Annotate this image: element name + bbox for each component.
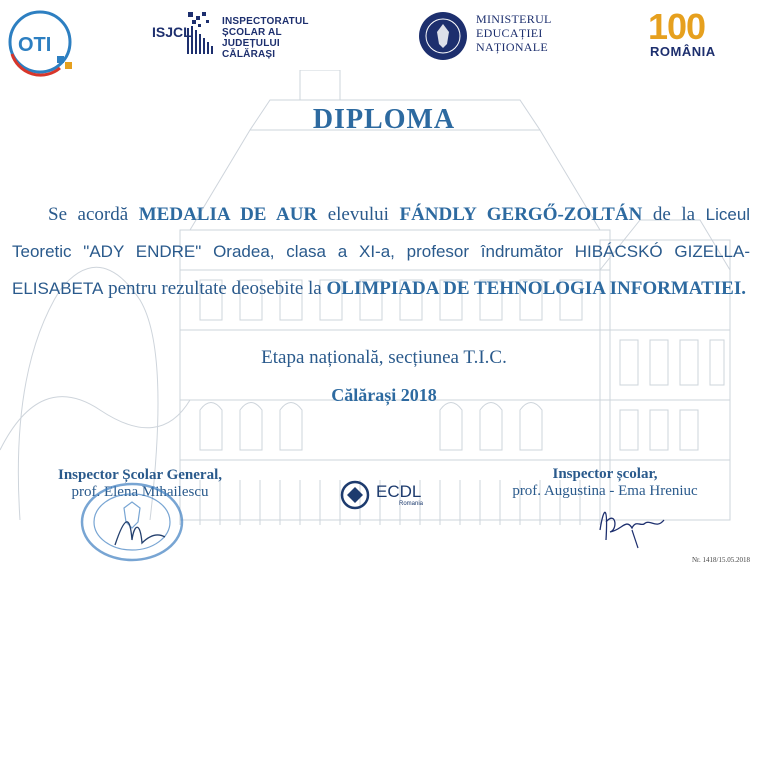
diploma-body	[12, 196, 750, 307]
school-and-teacher: Liceul Teoretic "ADY ENDRE" Oradea, clasa a XI-a, profesor îndrumător HIBÁCSKÓ GIZELLA-ELISABETA	[12, 205, 751, 298]
isjcl-line: JUDEȚULUI	[222, 38, 280, 49]
romania-100-name: ROMÂNIA	[650, 44, 716, 59]
signatory-role: Inspector Școlar General,	[57, 467, 222, 483]
signatory-name: prof. Elena Mihailescu	[71, 484, 209, 500]
registration-number: Nr. 1418/15.05.2018	[692, 556, 750, 564]
body-text-segment: pentru rezultate deosebite la	[108, 278, 322, 299]
student-name: FÁNDLY GERGŐ-ZOLTÁN	[399, 204, 643, 225]
ministry-name	[476, 12, 596, 54]
body-text-segment: elevului	[327, 204, 389, 225]
olympiad-name: OLIMPIADA DE TEHNOLOGIA INFORMATIEI.	[326, 278, 746, 299]
ministry-line: MINISTERUL	[476, 12, 552, 26]
city-year: Călărași 2018	[331, 385, 437, 405]
romania-100-number: 100	[648, 6, 706, 47]
signatory-name: prof. Augustina - Ema Hreniuc	[512, 483, 698, 499]
oti-logo	[2, 8, 82, 78]
signatory-role: Inspector școlar,	[552, 466, 658, 482]
competition-stage: Etapa națională, secțiunea T.I.C.	[261, 347, 507, 368]
diploma-title: DIPLOMA	[312, 104, 456, 135]
body-text-segment: de la	[652, 204, 696, 225]
isjcl-line: CĂLĂRAȘI	[222, 49, 276, 60]
signature-right	[500, 466, 710, 500]
ecdl-country: Romania	[399, 501, 424, 507]
handwritten-signature-left	[110, 505, 170, 555]
ministry-line: NAȚIONALE	[476, 40, 549, 54]
isjcl-line: ȘCOLAR AL	[222, 27, 282, 38]
isjcl-name	[222, 16, 342, 60]
medal-name: MEDALIA DE AUR	[138, 204, 318, 225]
ministry-line: EDUCAȚIEI	[476, 26, 543, 40]
oti-logo-text: OTI	[18, 34, 52, 56]
ecdl-name: ECDL	[376, 482, 422, 501]
isjcl-abbreviation: ISJCL	[152, 24, 192, 40]
government-seal-icon	[417, 10, 469, 62]
body-text-segment: Se acordă	[48, 204, 129, 225]
handwritten-signature-right	[592, 500, 672, 550]
isjcl-line: INSPECTORATUL	[222, 16, 309, 27]
